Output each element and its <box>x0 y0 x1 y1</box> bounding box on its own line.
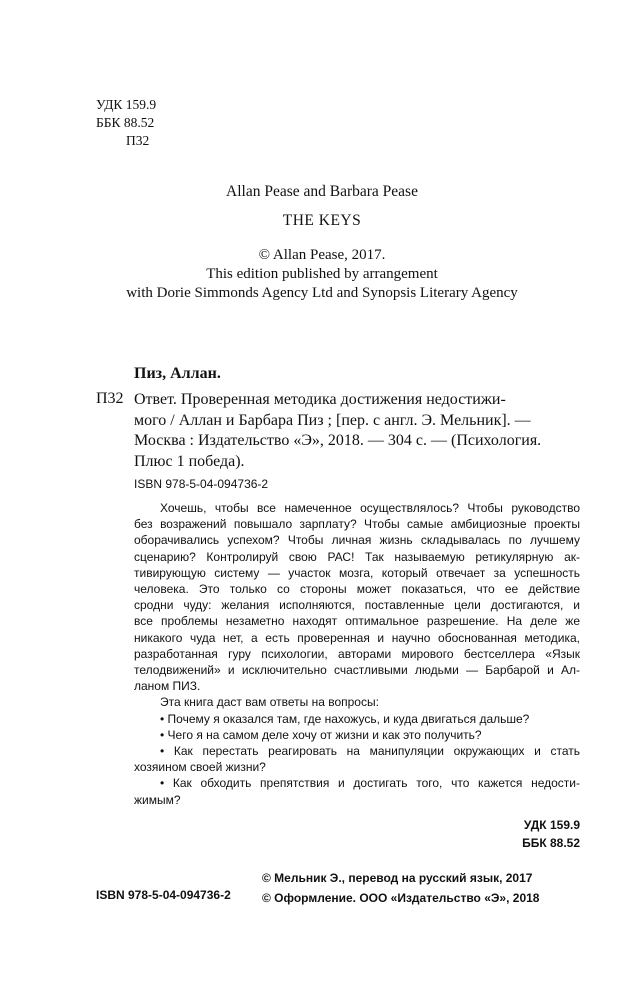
annotation-line: разработанная гуру психологии, авторами мирового бестселлера «Язык <box>134 646 580 661</box>
question-item: • Почему я оказался там, где нахожусь, и куда двигаться дальше? <box>160 711 530 726</box>
annotation-line: Хочешь, чтобы все намеченное осуществлялось? Чтобы руководство <box>160 501 580 515</box>
author-mark: П32 <box>126 133 150 148</box>
annotation-line: все проблемы незаметно находят оптимальное разрешение. На деле же <box>134 614 580 629</box>
annotation-line: человека. Это только со стороны может показаться, что ее действие <box>134 582 580 597</box>
footer-isbn: ISBN 978-5-04-094736-2 <box>96 888 231 902</box>
question-item: хозяином своей жизни? <box>134 760 266 775</box>
classification-bottom <box>522 816 580 852</box>
question-list <box>134 711 580 808</box>
bib-line: Москва : Издательство «Э», 2018. — 304 с. — (Психология. <box>134 432 542 449</box>
bib-line: Плюс 1 победа). <box>134 452 245 470</box>
udk-code: УДК 159.9 <box>96 97 157 112</box>
annotation-line: ланом ПИЗ. <box>134 679 201 694</box>
bib-line: Ответ. Проверенная методика достижения недостижи- <box>134 391 506 408</box>
annotation-line: тивирующую систему — участок мозга, который отвечает за успешность <box>134 565 580 580</box>
copyright-line: with Dorie Simmonds Agency Ltd and Synopsis Literary Agency <box>126 285 518 301</box>
original-copyright <box>0 246 644 303</box>
author-heading: Пиз, Аллан. <box>134 365 221 382</box>
annotation-line: сценарию? Контролируй свою РАС! Так называемую ретикулярную ак- <box>134 549 580 564</box>
annotation-lead-in: Эта книга даст вам ответы на вопросы: <box>160 695 379 710</box>
annotation-line: никакого чуда нет, а есть проверенная и научно обоснованная методика, <box>134 630 580 645</box>
bibliographic-description <box>134 390 580 472</box>
bib-line: мого / Аллан и Барбара Пиз ; [пер. с англ. Э. Мельник]. — <box>134 411 531 429</box>
bib-author-mark: П32 <box>96 390 124 407</box>
udk-code-bottom: УДК 159.9 <box>523 818 580 832</box>
annotation-paragraph <box>134 500 580 694</box>
footer-copyrights <box>262 868 539 908</box>
question-item: жимым? <box>134 792 181 807</box>
copyright-translation: © Мельник Э., перевод на русский язык, 2017 <box>262 871 533 885</box>
original-title: THE KEYS <box>282 212 362 229</box>
annotation-line: сродни чуду: желания исполняются, поставленные цели достигаются, и <box>134 598 580 613</box>
classification-top <box>96 96 156 150</box>
bbk-code: ББК 88.52 <box>96 115 155 130</box>
annotation-line: оборачивались успехом? Чтобы личная жизнь складывалась по лучшему <box>134 533 580 548</box>
question-item: • Как перестать реагировать на манипуляции окружающих и стать <box>160 744 580 759</box>
annotation-line: без возражений повышало зарплату? Чтобы самые амбициозные проекты <box>134 517 580 532</box>
bbk-code-bottom: ББК 88.52 <box>522 836 580 850</box>
bib-isbn: ISBN 978-5-04-094736-2 <box>134 477 269 491</box>
copyright-line: This edition published by arrangement <box>206 266 438 282</box>
copyright-design: © Оформление. ООО «Издательство «Э», 2018 <box>262 891 540 905</box>
copyright-line: © Allan Pease, 2017. <box>258 247 386 263</box>
question-item: • Как обходить препятствия и достигать того, что кажется недости- <box>160 776 580 791</box>
original-authors: Allan Pease and Barbara Pease <box>226 183 418 200</box>
question-item: • Чего я на самом деле хочу от жизни и как это получить? <box>160 727 482 742</box>
annotation <box>134 500 580 808</box>
annotation-line: телодвижений» и исключительно счастливыми людьми — Барбарой и Ал- <box>134 663 580 678</box>
